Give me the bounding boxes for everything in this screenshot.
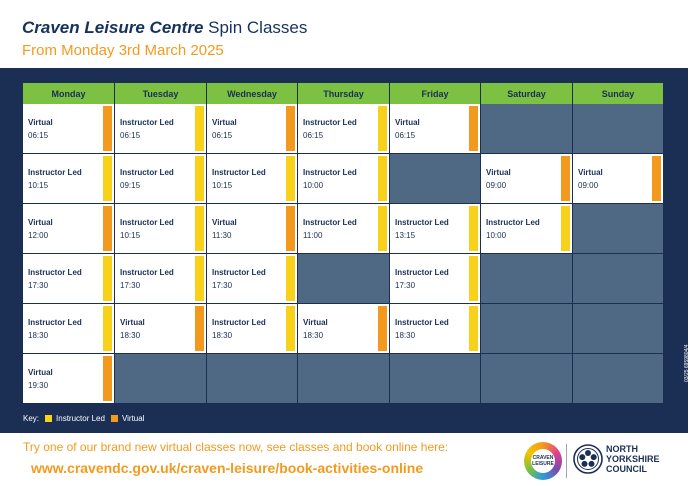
class-type: Virtual bbox=[303, 318, 328, 327]
class-type: Instructor Led bbox=[120, 118, 174, 127]
legend bbox=[23, 414, 144, 423]
class-slot bbox=[481, 204, 573, 254]
class-type: Instructor Led bbox=[212, 318, 266, 327]
class-type: Instructor Led bbox=[28, 268, 82, 277]
virtual-indicator bbox=[195, 306, 204, 351]
virtual-indicator bbox=[103, 356, 112, 401]
class-slot bbox=[298, 304, 390, 354]
day-header-friday: Friday bbox=[390, 83, 481, 104]
class-type: Instructor Led bbox=[303, 168, 357, 177]
virtual-swatch bbox=[111, 415, 118, 422]
class-slot bbox=[23, 154, 115, 204]
class-time: 09:00 bbox=[578, 181, 599, 190]
instructor-led-indicator bbox=[195, 256, 204, 301]
class-time: 10:15 bbox=[212, 181, 233, 190]
class-slot bbox=[390, 304, 481, 354]
class-slot bbox=[298, 204, 390, 254]
class-time: 10:15 bbox=[28, 181, 49, 190]
day-header-thursday: Thursday bbox=[298, 83, 390, 104]
class-slot bbox=[115, 254, 207, 304]
print-code: 03/25 6959804/4 bbox=[684, 344, 690, 382]
instructor-led-indicator bbox=[469, 306, 478, 351]
class-time: 18:30 bbox=[395, 331, 416, 340]
empty-slot bbox=[207, 354, 298, 404]
class-time: 17:30 bbox=[395, 281, 416, 290]
class-time: 09:15 bbox=[120, 181, 141, 190]
class-type: Instructor Led bbox=[28, 318, 82, 327]
day-header-sunday: Sunday bbox=[573, 83, 664, 104]
page-subtitle: From Monday 3rd March 2025 bbox=[22, 42, 224, 59]
empty-slot bbox=[481, 254, 573, 304]
title-brand: Craven Leisure Centre bbox=[22, 18, 204, 37]
class-type: Instructor Led bbox=[28, 168, 82, 177]
class-time: 18:30 bbox=[120, 331, 141, 340]
rose-emblem-icon bbox=[572, 443, 604, 475]
class-slot bbox=[207, 204, 298, 254]
class-slot bbox=[390, 254, 481, 304]
day-header-tuesday: Tuesday bbox=[115, 83, 207, 104]
class-type: Instructor Led bbox=[395, 268, 449, 277]
day-header-saturday: Saturday bbox=[481, 83, 573, 104]
craven-leisure-logo-text: CRAVEN LEISURE bbox=[531, 449, 555, 473]
class-type: Instructor Led bbox=[212, 268, 266, 277]
empty-slot bbox=[481, 104, 573, 154]
class-time: 10:00 bbox=[486, 231, 507, 240]
class-slot bbox=[573, 154, 664, 204]
class-type: Virtual bbox=[28, 118, 53, 127]
virtual-indicator bbox=[103, 206, 112, 251]
class-type: Virtual bbox=[486, 168, 511, 177]
empty-slot bbox=[298, 354, 390, 404]
promo-text: Try one of our brand new virtual classes now, see classes and book online here: bbox=[23, 440, 449, 454]
instructor-led-indicator bbox=[378, 206, 387, 251]
class-slot bbox=[115, 104, 207, 154]
class-time: 18:30 bbox=[212, 331, 233, 340]
instructor-led-indicator bbox=[195, 206, 204, 251]
class-type: Virtual bbox=[120, 318, 145, 327]
page-title bbox=[22, 18, 307, 38]
empty-slot bbox=[390, 154, 481, 204]
class-time: 19:30 bbox=[28, 381, 49, 390]
class-slot bbox=[23, 204, 115, 254]
class-type: Instructor Led bbox=[120, 268, 174, 277]
class-slot bbox=[115, 204, 207, 254]
class-slot bbox=[207, 254, 298, 304]
class-slot bbox=[298, 154, 390, 204]
empty-slot bbox=[573, 254, 664, 304]
class-type: Virtual bbox=[395, 118, 420, 127]
instructor-led-indicator bbox=[469, 256, 478, 301]
empty-slot bbox=[390, 354, 481, 404]
day-header-wednesday: Wednesday bbox=[207, 83, 298, 104]
class-type: Virtual bbox=[28, 368, 53, 377]
instructor-led-indicator bbox=[378, 156, 387, 201]
class-time: 10:00 bbox=[303, 181, 324, 190]
class-time: 11:00 bbox=[303, 231, 323, 240]
class-time: 12:00 bbox=[28, 231, 49, 240]
instructor-led-indicator bbox=[286, 256, 295, 301]
class-type: Instructor Led bbox=[212, 168, 266, 177]
instructor-led-indicator bbox=[103, 156, 112, 201]
class-slot bbox=[207, 304, 298, 354]
class-slot bbox=[23, 304, 115, 354]
instructor-led-indicator bbox=[378, 106, 387, 151]
booking-link[interactable]: www.cravendc.gov.uk/craven-leisure/book-activities-online bbox=[31, 460, 424, 476]
class-time: 17:30 bbox=[120, 281, 141, 290]
class-time: 06:15 bbox=[395, 131, 416, 140]
class-slot bbox=[390, 204, 481, 254]
virtual-indicator bbox=[103, 106, 112, 151]
day-header-monday: Monday bbox=[23, 83, 115, 104]
class-slot bbox=[298, 104, 390, 154]
class-time: 06:15 bbox=[212, 131, 233, 140]
virtual-indicator bbox=[378, 306, 387, 351]
instructor-led-indicator bbox=[469, 206, 478, 251]
instructor-led-indicator bbox=[195, 156, 204, 201]
instructor-led-indicator bbox=[286, 156, 295, 201]
class-slot bbox=[115, 304, 207, 354]
title-rest: Spin Classes bbox=[208, 18, 308, 37]
instructor-led-indicator bbox=[195, 106, 204, 151]
virtual-indicator bbox=[652, 156, 661, 201]
empty-slot bbox=[573, 104, 664, 154]
timetable-grid bbox=[23, 83, 664, 406]
class-slot bbox=[390, 104, 481, 154]
class-type: Virtual bbox=[212, 118, 237, 127]
empty-slot bbox=[115, 354, 207, 404]
class-type: Instructor Led bbox=[395, 318, 449, 327]
class-time: 18:30 bbox=[303, 331, 324, 340]
instructor-led-indicator bbox=[286, 306, 295, 351]
virtual-indicator bbox=[286, 106, 295, 151]
class-type: Instructor Led bbox=[303, 218, 357, 227]
class-slot bbox=[207, 154, 298, 204]
class-slot bbox=[481, 154, 573, 204]
class-time: 09:00 bbox=[486, 181, 507, 190]
class-type: Instructor Led bbox=[395, 218, 449, 227]
class-slot bbox=[23, 104, 115, 154]
class-time: 06:15 bbox=[120, 131, 141, 140]
instructor-led-swatch bbox=[45, 415, 52, 422]
empty-slot bbox=[573, 354, 664, 404]
class-time: 17:30 bbox=[212, 281, 233, 290]
class-time: 06:15 bbox=[28, 131, 49, 140]
legend-virtual: Virtual bbox=[121, 414, 145, 423]
empty-slot bbox=[298, 254, 390, 304]
virtual-indicator bbox=[469, 106, 478, 151]
class-type: Virtual bbox=[28, 218, 53, 227]
empty-slot bbox=[573, 304, 664, 354]
class-type: Instructor Led bbox=[120, 218, 174, 227]
class-time: 10:15 bbox=[120, 231, 141, 240]
empty-slot bbox=[481, 354, 573, 404]
class-time: 06:15 bbox=[303, 131, 324, 140]
class-type: Virtual bbox=[212, 218, 237, 227]
virtual-indicator bbox=[286, 206, 295, 251]
craven-leisure-logo bbox=[524, 442, 562, 480]
class-type: Instructor Led bbox=[120, 168, 174, 177]
instructor-led-indicator bbox=[103, 256, 112, 301]
class-slot bbox=[23, 354, 115, 404]
class-slot bbox=[207, 104, 298, 154]
class-time: 13:15 bbox=[395, 231, 416, 240]
instructor-led-indicator bbox=[561, 206, 570, 251]
virtual-indicator bbox=[561, 156, 570, 201]
instructor-led-indicator bbox=[103, 306, 112, 351]
class-type: Instructor Led bbox=[486, 218, 540, 227]
logo-divider bbox=[566, 444, 567, 478]
class-type: Virtual bbox=[578, 168, 603, 177]
class-time: 17:30 bbox=[28, 281, 49, 290]
class-type: Instructor Led bbox=[303, 118, 357, 127]
class-slot bbox=[115, 154, 207, 204]
class-time: 18:30 bbox=[28, 331, 49, 340]
council-name: NORTH YORKSHIRE COUNCIL bbox=[606, 444, 660, 474]
page-header bbox=[22, 18, 307, 61]
class-time: 11:30 bbox=[212, 231, 232, 240]
legend-label: Key: bbox=[23, 414, 40, 423]
legend-instructor-led: Instructor Led bbox=[56, 414, 105, 423]
class-slot bbox=[23, 254, 115, 304]
empty-slot bbox=[573, 204, 664, 254]
empty-slot bbox=[481, 304, 573, 354]
